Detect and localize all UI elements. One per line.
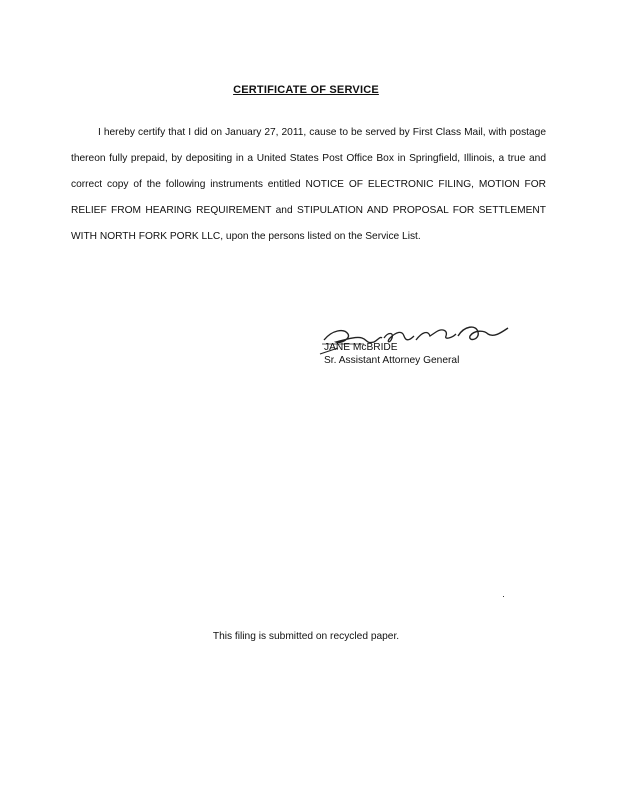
certification-text: I hereby certify that I did on January 27, 2011, cause to be served by First Class Mail, with postage thereon fully prepaid, by depositing in a United States Post Office Box in Springfield, Illinois, a true and correct copy of the following instruments entitled NOTICE OF ELECTRONIC FILING, MOTION FOR RELIEF FROM HEARING REQUIREMENT and STIPULATION AND PROPOSAL FOR SETTLEMENT WITH NORTH FORK PORK LLC, upon the persons listed on the Service List. [71,127,546,242]
signature-block [324,341,459,367]
certification-paragraph [71,120,546,250]
signer-name: JANE McBRIDE [324,342,398,353]
document-title: CERTIFICATE OF SERVICE [233,84,379,96]
signer-title: Sr. Assistant Attorney General [324,355,460,366]
recycled-paper-note: This filing is submitted on recycled paper. [212,631,400,642]
stray-mark [503,596,504,597]
